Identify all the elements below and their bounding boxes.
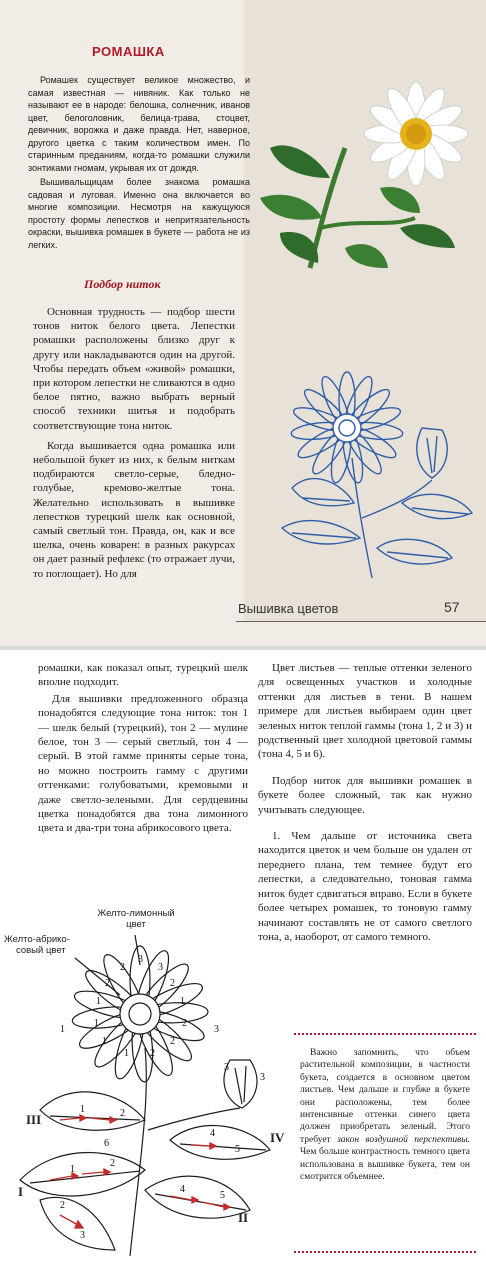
svg-text:5: 5 [220,1190,225,1201]
daisy-outline-pattern [272,368,482,588]
note-box [294,1033,476,1255]
label-roman-I: I [18,1184,24,1199]
page-number: 57 [444,599,460,615]
svg-text:2: 2 [105,978,110,989]
embroidery-scheme-diagram [20,940,300,1258]
svg-text:3: 3 [138,954,143,965]
svg-text:1: 1 [60,1024,65,1035]
svg-text:2: 2 [170,1036,175,1047]
note-bottom-rule [294,1251,476,1253]
svg-text:3: 3 [158,962,163,973]
body-paragraph-2: Когда вышивается одна ромашка или небольшой букет из них, к белым ниткам подбираются светло-серые, бледно-голубые, кремово-желтые тона. Желательно использовать в вышивке лепестков турецкий шелк как основной, самый светлый тон. Правда, он, как и все шелка, очень коварен: в разных ракурсах он дает разный рефлекс (то отражает лучи, то поглощает). Но для [33,439,235,580]
svg-text:1: 1 [96,996,101,1007]
svg-text:3: 3 [260,1072,265,1083]
svg-text:2: 2 [150,1048,155,1059]
svg-text:1: 1 [70,1164,75,1175]
svg-text:4: 4 [210,1128,215,1139]
right-paragraph-2: Подбор ниток для вышивки ромашек в букете более сложный, так как нужно учитывать следующее. [258,774,472,816]
note-paragraph-1: Важно запомнить, что объем растительной композиции, в частности букета, создается в основном цветом листьев. Чем дальше и глубже в букете они расположены, тем более интенсивные оттенки синего цвета должен приобретать зеленый. Этого требует [300,1048,470,1145]
label-roman-IV: IV [270,1130,285,1145]
svg-text:2: 2 [110,1158,115,1169]
note-text [300,1047,470,1183]
right-paragraph-1: Цвет листьев — теплые оттенки зеленого для освещенных участков и холодные оттенки для листьев в тени. В нашем примере для листьев выбираем один цвет зеленых ниток теплой гаммы (тона 1, 2 и 3) и родственный цвет холодной цветовой гаммы (тона 4, 5 и 6). [258,662,472,761]
label-lemon-color: Желто-лимонный цвет [97,908,175,930]
svg-text:1: 1 [80,1104,85,1115]
footer-rule [236,621,486,622]
label-apricot-color: Желто-абрико- совый цвет [4,934,70,956]
body-text [33,305,235,587]
svg-text:1: 1 [180,996,185,1007]
intro-paragraph-1: Ромашек существует великое множество, и самая известная — нивяник. Как только не называют ее в народе: белошка, солнечник, иванов цвет, белоголовник, белица-трава, стоцвет, девичник, ворожка и даже правда. Нет, наверное, другого цветка с таким количеством имен. По старинным преданиям, когда-то ромашки служили зонтиками гномам, укрывая их от дождя. [28,75,250,173]
section-heading: Подбор ниток [84,277,161,291]
svg-text:1: 1 [124,1048,129,1059]
svg-text:3: 3 [224,1062,229,1073]
page-divider [0,646,486,650]
body-paragraph-1: Основная трудность — подбор шести тонов ниток белого цвета. Лепестки ромашки расположены близко друг к другу или накладываются один на другой. Чтобы передать объем «живой» ромашки, при котором лепестки не сливаются в одно белое пятно, важно выбрать верный способ техники шитья и подобрать соответствующие тона ниток. [33,306,235,432]
note-top-rule [294,1033,476,1035]
page-title: РОМАШКА [92,44,165,59]
right-column-text [258,661,472,956]
svg-text:4: 4 [180,1184,185,1195]
left-column-text [38,661,248,836]
intro-text [28,74,250,253]
left-paragraph-2: Для вышивки предложенного образца понадобятся следующие тона ниток: тон 1 — шелк белый (турецкий), тон 2 — мулине белое, тон 3 — серый светлый, тон 4 — серый. В этой гамме приняты серые тона, но можно построить гамму с другими оттенками: голубоватыми, кремовыми и даже светло-зелеными. Для сердцевины цветка понадобятся два тона лимонного цвета и два-три тона абрикосового цвета. [38,692,248,835]
daisy-embroidery-illustration [250,78,486,274]
svg-text:2: 2 [182,1018,187,1029]
svg-text:3: 3 [80,1230,85,1241]
note-emphasis: закон воздушной перспективы. [337,1134,471,1145]
intro-paragraph-2: Вышивальщицам более знакома ромашка садовая и луговая. Именно она включается во многие композиции. Несмотря на кажущуюся простоту формы лепестков и непритязательность окраски, вышивка ромашек в букете — работа не из легких. [28,177,250,250]
svg-text:1: 1 [94,1018,99,1029]
svg-text:2: 2 [170,978,175,989]
svg-text:3: 3 [214,1024,219,1035]
label-roman-II: II [238,1210,249,1225]
svg-text:2: 2 [60,1200,65,1211]
svg-text:2: 2 [120,1108,125,1119]
svg-text:2: 2 [120,962,125,973]
svg-text:6: 6 [104,1138,109,1149]
svg-text:5: 5 [235,1144,240,1155]
note-paragraph-2: Чем больше контрастность темного цвета использована в вышивке букета, тем он смотрится объемнее. [300,1147,470,1183]
label-roman-III: III [26,1112,42,1127]
left-paragraph-1: ромашки, как показал опыт, турецкий шелк вполне подходит. [38,662,248,689]
right-paragraph-3: 1. Чем дальше от источника света находится цветок и чем больше он удален от переднего плана, тем темнее будут его лепестки, а следовательно, тоновая гамма ниток будет сдвигаться вправо. Если в букете более четырех ромашек, то тоновую гамму начинают составлять не от самого светлого тона, а, наоборот, от самого темного. [258,830,472,943]
svg-text:1: 1 [102,1036,107,1047]
page-footer-title: Вышивка цветов [238,601,339,616]
